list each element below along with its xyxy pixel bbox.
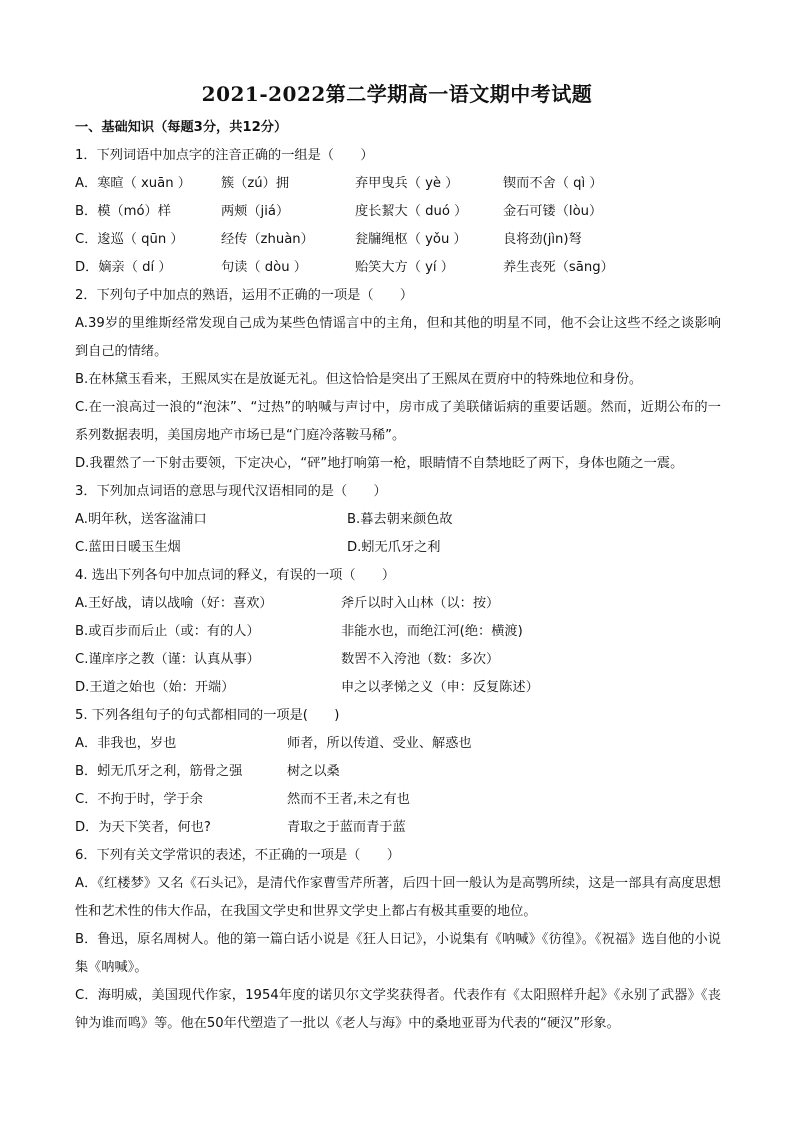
option-cell: 数罟不入洿池（数：多次） [341,652,500,667]
question-6-option-b: B．鲁迅，原名周树人。他的第一篇白话小说是《狂人日记》，小说集有《呐喊》《彷徨》。《祝福》选自他的小说集《呐喊》。 [75,932,721,975]
question-1-option-a [75,170,721,198]
option-cell: B.暮去朝来颜色故 [347,512,453,527]
option-cell: B．蚓无爪牙之利，筋骨之强 [75,764,243,779]
section-heading: 一、基础知识（每题3分，共12分） [75,120,288,135]
question-1-option-b [75,198,721,226]
option-cell: D.蚓无爪牙之利 [347,540,441,555]
question-1-option-d [75,254,721,282]
option-cell: 锲而不舍（ qì ） [503,176,603,191]
option-cell: A.王好战，请以战喻（好：喜欢） [75,596,273,611]
question-2-option-c: C.在一浪高过一浪的“泡沫”、“过热”的呐喊与声讨中，房市成了美联储诟病的重要话题。然而，近期公布的一系列数据表明，美国房地产市场已是“门庭冷落鞍马稀”。 [75,400,721,443]
question-4-option-a [75,590,721,618]
question-4-option-c [75,646,721,674]
option-cell: B.或百步而后止（或：有的人） [75,624,260,639]
option-cell: 贻笑大方（ yí ） [355,260,454,275]
option-cell: 申之以孝悌之义（申：反复陈述） [341,680,539,695]
question-4-option-b [75,618,721,646]
option-cell: 非能水也，而绝江河(绝：横渡) [341,624,523,639]
question-3-stem: 3．下列加点词语的意思与现代汉语相同的是（ ） [75,484,387,499]
question-1-stem: 1．下列词语中加点字的注音正确的一组是（ ） [75,148,374,163]
option-cell: C．不拘于时，学于余 [75,792,203,807]
question-2-option-a: A.39岁的里维斯经常发现自己成为某些色情谣言中的主角，但和其他的明星不同，他不会让这些不经之谈影响到自己的情绪。 [75,316,721,359]
option-cell: 师者，所以传道、受业、解惑也 [287,736,472,751]
option-cell: 良将劲(jìn)弩 [503,232,582,247]
question-4-option-d [75,674,721,702]
question-2-option-d: D.我瞿然了一下射击要领，下定决心，“砰”地打响第一枪，眼睛情不自禁地眨了两下，身体也随之一震。 [75,456,684,471]
question-5-option-c [75,786,721,814]
question-4-stem: 4. 选出下列各句中加点词的释义，有误的一项（ ） [75,568,396,583]
option-cell: D．为天下笑者，何也? [75,820,211,835]
option-cell: 经传（zhuàn） [221,232,314,247]
option-cell: A．寒暄（ xuān ） [75,176,191,191]
option-cell: D.王道之始也（始：开端） [75,680,235,695]
option-cell: 树之以桑 [287,764,340,779]
option-cell: D．嫡亲（ dí ） [75,260,172,275]
option-cell: B．模（mó）样 [75,204,171,219]
option-cell: 养生丧死（sāng） [503,260,614,275]
question-5-option-d [75,814,721,842]
option-cell: 度长絜大（ duó ） [355,204,468,219]
question-6-option-c: C．海明威，美国现代作家，1954年度的诺贝尔文学奖获得者。代表作有《太阳照样升起》《永别了武器》《丧钟为谁而鸣》等。他在50年代塑造了一批以《老人与海》中的桑地亚哥为代表的“硬汉”形象。 [75,988,721,1031]
option-cell: 两颊（jiá） [221,204,290,219]
option-cell: A.明年秋，送客湓浦口 [75,512,207,527]
question-5-option-b [75,758,721,786]
question-5-option-a [75,730,721,758]
question-2-option-b: B.在林黛玉看来，王熙凤实在是放诞无礼。但这恰恰是突出了王熙凤在贾府中的特殊地位和身份。 [75,372,643,387]
exam-content [75,114,721,1038]
option-cell: 句读（ dòu ） [221,260,307,275]
option-cell: C.蓝田日暖玉生烟 [75,540,181,555]
question-2-stem: 2．下列句子中加点的熟语，运用不正确的一项是（ ） [75,288,414,303]
option-cell: 弃甲曳兵（ yè ） [355,176,459,191]
question-3-row-1 [75,506,721,534]
option-cell: 然而不王者,未之有也 [287,792,410,807]
option-cell: A．非我也，岁也 [75,736,177,751]
option-cell: 青取之于蓝而青于蓝 [287,820,406,835]
option-cell: 金石可镂（lòu） [503,204,603,219]
question-6-stem: 6．下列有关文学常识的表述，不正确的一项是（ ） [75,848,400,863]
question-3-row-2 [75,534,721,562]
option-cell: 瓮牖绳枢（ yǒu ） [355,232,467,247]
option-cell: 斧斤以时入山林（以：按） [341,596,500,611]
option-cell: C．逡巡（ qūn ） [75,232,184,247]
question-1-option-c [75,226,721,254]
page-title: 2021-2022第二学期高一语文期中考试题 [201,82,593,106]
question-5-stem: 5. 下列各组句子的句式都相同的一项是( ) [75,708,340,723]
option-cell: C.谨庠序之教（谨：认真从事） [75,652,260,667]
question-6-option-a: A．《红楼梦》又名《石头记》，是清代作家曹雪芹所著，后四十回一般认为是高鹗所续，这是一部具有高度思想性和艺术性的伟大作品，在我国文学史和世界文学史上都占有极其重要的地位。 [75,876,721,919]
option-cell: 簇（zú）拥 [221,176,290,191]
